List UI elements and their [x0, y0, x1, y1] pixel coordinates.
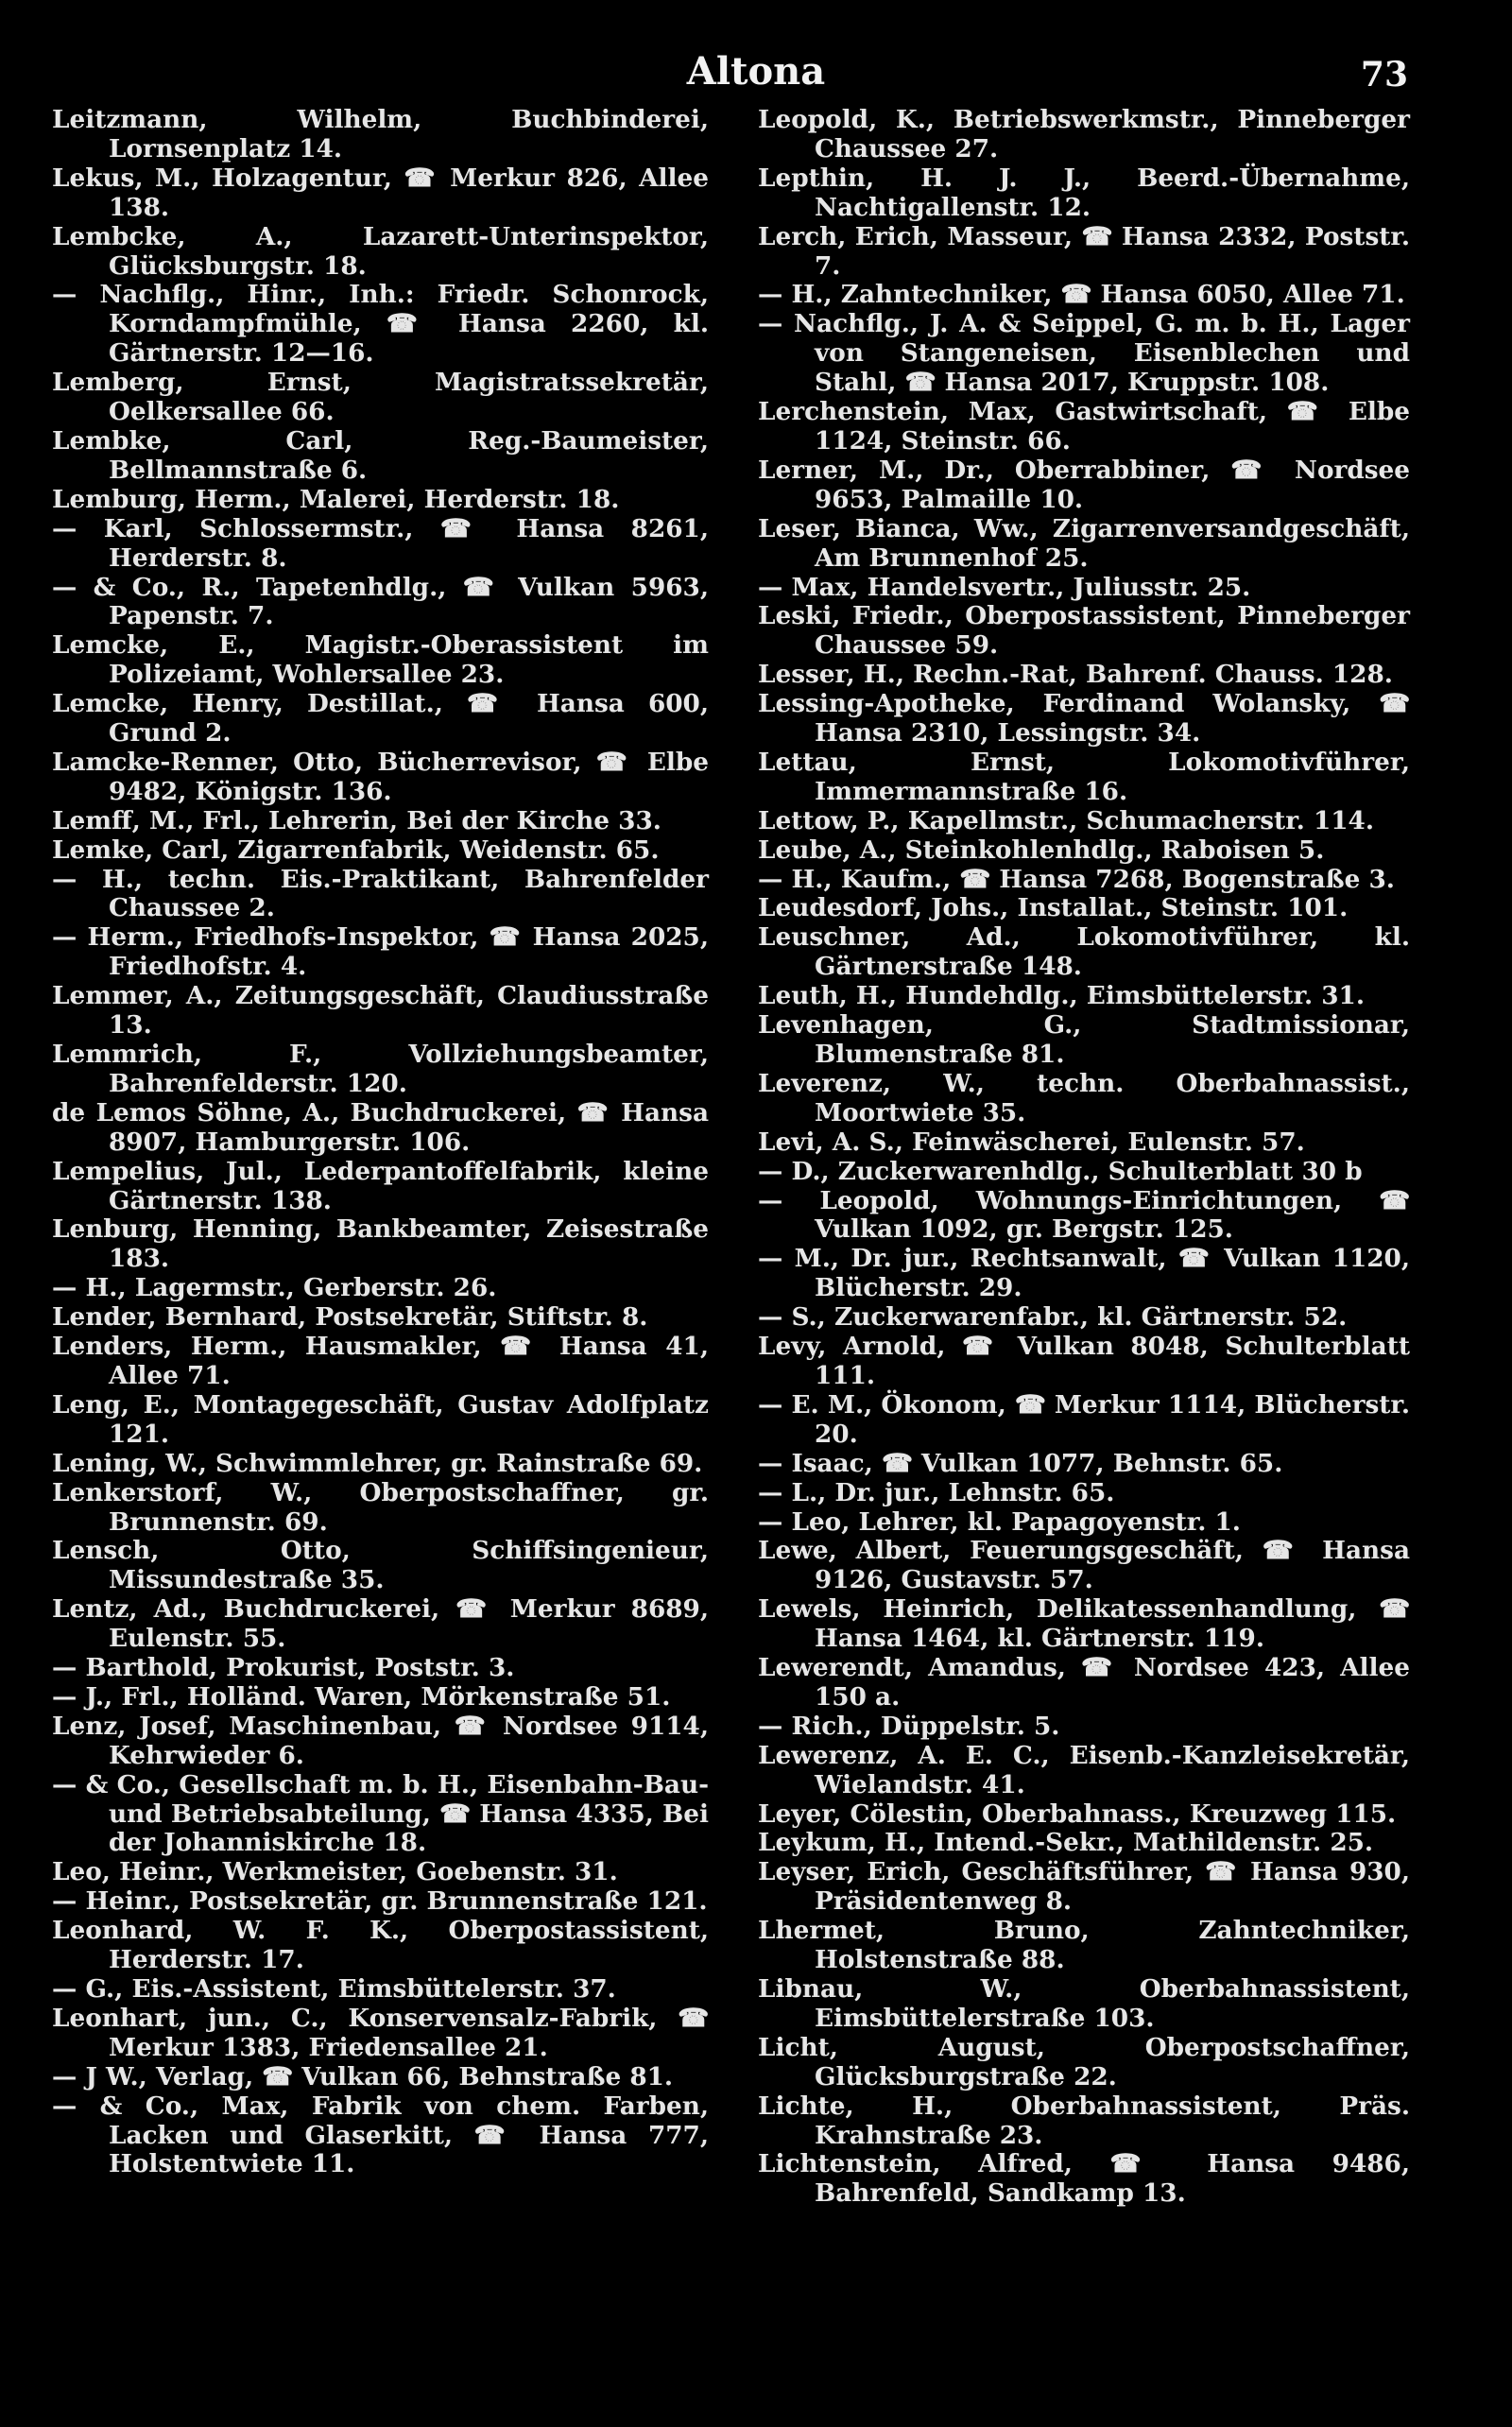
directory-entry: — H., Kaufm., ☎ Hansa 7268, Bogenstraße 3.	[758, 864, 1395, 894]
directory-entry: Lemcke, Henry, Destillat., ☎ Hansa 600, Grund 2.	[52, 689, 709, 749]
directory-entry: Lesser, H., Rechn.-Rat, Bahrenf. Chauss. 128.	[758, 660, 1393, 690]
directory-entry: Leonhart, jun., C., Konservensalz-Fabrik, ☎ Merkur 1383, Friedensallee 21.	[52, 2003, 709, 2062]
directory-entry: Lentz, Ad., Buchdruckerei, ☎ Merkur 8689, Eulenstr. 55.	[52, 1594, 709, 1654]
right-column	[758, 106, 1410, 2209]
directory-entry: Licht, August, Oberpostschaffner, Glücksburgstraße 22.	[758, 2032, 1410, 2091]
directory-entry: Leverenz, W., techn. Oberbahnassist., Moortwiete 35.	[758, 1068, 1410, 1127]
directory-entry: — S., Zuckerwarenfabr., kl. Gärtnerstr. 52.	[758, 1302, 1348, 1333]
directory-entry: — J W., Verlag, ☎ Vulkan 66, Behnstraße 81.	[52, 2061, 674, 2091]
directory-entry: Lerchenstein, Max, Gastwirtschaft, ☎ Elbe 1124, Steinstr. 66.	[758, 397, 1410, 456]
directory-entry: — Isaac, ☎ Vulkan 1077, Behnstr. 65.	[758, 1448, 1283, 1478]
directory-entry: — Leopold, Wohnungs-Einrichtungen, ☎ Vulkan 1092, gr. Bergstr. 125.	[758, 1185, 1410, 1245]
directory-entry: Leuth, H., Hundehdlg., Eimsbüttelerstr. 31.	[758, 981, 1366, 1011]
directory-entry: Leube, A., Steinkohlenhdlg., Raboisen 5.	[758, 835, 1325, 865]
directory-entry: — & Co., Max, Fabrik von chem. Farben, Lacken und Glaserkitt, ☎ Hansa 777, Holstentwiete 11.	[52, 2091, 709, 2179]
directory-entry: — H., Lagermstr., Gerberstr. 26.	[52, 1273, 497, 1303]
directory-entry: Lewerenz, A. E. C., Eisenb.-Kanzleisekretär, Wielandstr. 41.	[758, 1740, 1410, 1799]
directory-entry: — H., techn. Eis.-Praktikant, Bahrenfelder Chaussee 2.	[52, 864, 709, 923]
directory-entry: Lekus, M., Holzagentur, ☎ Merkur 826, Allee 138.	[52, 163, 709, 222]
directory-entry: Leng, E., Montagegeschäft, Gustav Adolfplatz 121.	[52, 1389, 709, 1449]
directory-entry: Libnau, W., Oberbahnassistent, Eimsbüttelerstraße 103.	[758, 1974, 1410, 2033]
directory-entry: Leykum, H., Intend.-Sekr., Mathildenstr. 25.	[758, 1828, 1374, 1858]
directory-entry: Lepthin, H. J. J., Beerd.-Übernahme, Nachtigallenstr. 12.	[758, 163, 1410, 222]
directory-entry: Lichte, H., Oberbahnassistent, Präs. Krahnstraße 23.	[758, 2091, 1410, 2150]
directory-entry: Lembcke, A., Lazarett-Unterinspektor, Glücksburgstr. 18.	[52, 221, 709, 281]
directory-entry: Lemff, M., Frl., Lehrerin, Bei der Kirche 33.	[52, 805, 662, 835]
directory-entry: — Heinr., Postsekretär, gr. Brunnenstraße 121.	[52, 1886, 708, 1917]
directory-entry: Leo, Heinr., Werkmeister, Goebenstr. 31.	[52, 1857, 618, 1887]
directory-entry: — E. M., Ökonom, ☎ Merkur 1114, Blücherstr. 20.	[758, 1389, 1410, 1449]
directory-entry: Lhermet, Bruno, Zahntechniker, Holstenstraße 88.	[758, 1916, 1410, 1975]
directory-entry: — L., Dr. jur., Lehnstr. 65.	[758, 1477, 1115, 1507]
directory-entry: Lening, W., Schwimmlehrer, gr. Rainstraße 69.	[52, 1448, 703, 1478]
directory-entry: Lewels, Heinrich, Delikatessenhandlung, ☎ Hansa 1464, kl. Gärtnerstr. 119.	[758, 1594, 1410, 1654]
directory-entry: Lemke, Carl, Zigarrenfabrik, Weidenstr. 65.	[52, 835, 660, 865]
directory-entry: Leyser, Erich, Geschäftsführer, ☎ Hansa 930, Präsidentenweg 8.	[758, 1857, 1410, 1917]
directory-entry: Leyer, Cölestin, Oberbahnass., Kreuzweg 115.	[758, 1799, 1397, 1829]
directory-entry: — Max, Handelsvertr., Juliusstr. 25.	[758, 572, 1251, 602]
directory-entry: Lewe, Albert, Feuerungsgeschäft, ☎ Hansa 9126, Gustavstr. 57.	[758, 1536, 1410, 1595]
directory-entry: Lenders, Herm., Hausmakler, ☎ Hansa 41, Allee 71.	[52, 1332, 709, 1390]
directory-entry: Lembke, Carl, Reg.-Baumeister, Bellmannstraße 6.	[52, 425, 709, 485]
page-number: 73	[1360, 55, 1408, 95]
directory-entry: Leski, Friedr., Oberpostassistent, Pinneberger Chaussee 59.	[758, 601, 1410, 661]
directory-entry: Leudesdorf, Johs., Installat., Steinstr. 101.	[758, 893, 1349, 923]
directory-entry: Levenhagen, G., Stadtmissionar, Blumenstraße 81.	[758, 1010, 1410, 1069]
directory-entry: — Nachflg., J. A. & Seippel, G. m. b. H., Lager von Stangeneisen, Eisenblechen und Stahl, ☎ Hansa 2017, Kruppstr. 108.	[758, 309, 1410, 398]
directory-entry: — J., Frl., Holländ. Waren, Mörkenstraße 51.	[52, 1681, 671, 1712]
directory-entry: Lamcke-Renner, Otto, Bücherrevisor, ☎ Elbe 9482, Königstr. 136.	[52, 747, 709, 806]
directory-entry: Lenkerstorf, W., Oberpostschaffner, gr. Brunnenstr. 69.	[52, 1477, 709, 1537]
left-column	[52, 106, 709, 2179]
directory-entry: Lenburg, Henning, Bankbeamter, Zeisestraße 183.	[52, 1214, 709, 1274]
directory-entry: Lettau, Ernst, Lokomotivführer, Immermannstraße 16.	[758, 747, 1410, 806]
directory-entry: Leuschner, Ad., Lokomotivführer, kl. Gärtnerstraße 148.	[758, 922, 1410, 982]
directory-entry: Lemburg, Herm., Malerei, Herderstr. 18.	[52, 484, 620, 514]
directory-entry: Lettow, P., Kapellmstr., Schumacherstr. 114.	[758, 805, 1374, 835]
page-title: Altona	[686, 49, 826, 94]
directory-entry: Lessing-Apotheke, Ferdinand Wolansky, ☎ Hansa 2310, Lessingstr. 34.	[758, 689, 1410, 749]
directory-entry: — D., Zuckerwarenhdlg., Schulterblatt 30 b	[758, 1156, 1363, 1186]
directory-entry: — G., Eis.-Assistent, Eimsbüttelerstr. 37.	[52, 1974, 616, 2004]
directory-entry: Lemberg, Ernst, Magistratssekretär, Oelkersallee 66.	[52, 368, 709, 427]
directory-entry: de Lemos Söhne, A., Buchdruckerei, ☎ Hansa 8907, Hamburgerstr. 106.	[52, 1097, 709, 1157]
directory-entry: Lemmer, A., Zeitungsgeschäft, Claudiusstraße 13.	[52, 981, 709, 1041]
directory-entry: — Herm., Friedhofs-Inspektor, ☎ Hansa 2025, Friedhofstr. 4.	[52, 922, 709, 982]
directory-entry: Lerch, Erich, Masseur, ☎ Hansa 2332, Poststr. 7.	[758, 221, 1410, 281]
directory-entry: Lewerendt, Amandus, ☎ Nordsee 423, Allee 150 a.	[758, 1653, 1410, 1712]
directory-entry: Lichtenstein, Alfred, ☎ Hansa 9486, Bahrenfeld, Sandkamp 13.	[758, 2149, 1410, 2209]
directory-entry: — & Co., R., Tapetenhdlg., ☎ Vulkan 5963, Papenstr. 7.	[52, 572, 709, 631]
directory-entry: Leser, Bianca, Ww., Zigarrenversandgeschäft, Am Brunnenhof 25.	[758, 513, 1410, 573]
directory-entry: — H., Zahntechniker, ☎ Hansa 6050, Allee 71.	[758, 280, 1405, 310]
directory-entry: Lemcke, E., Magistr.-Oberassistent im Polizeiamt, Wohlersallee 23.	[52, 630, 709, 690]
directory-entry: Lempelius, Jul., Lederpantoffelfabrik, kleine Gärtnerstr. 138.	[52, 1156, 709, 1215]
directory-entry: — Leo, Lehrer, kl. Papagoyenstr. 1.	[758, 1506, 1241, 1537]
directory-entry: Levi, A. S., Feinwäscherei, Eulenstr. 57.	[758, 1127, 1305, 1157]
directory-entry: — M., Dr. jur., Rechtsanwalt, ☎ Vulkan 1120, Blücherstr. 29.	[758, 1244, 1410, 1303]
directory-entry: — Nachflg., Hinr., Inh.: Friedr. Schonrock, Korndampfmühle, ☎ Hansa 2260, kl. Gärtnerstr. 12—16.	[52, 280, 709, 369]
directory-entry: Leonhard, W. F. K., Oberpostassistent, Herderstr. 17.	[52, 1916, 709, 1975]
directory-entry: Lender, Bernhard, Postsekretär, Stiftstr. 8.	[52, 1302, 648, 1333]
directory-entry: Lensch, Otto, Schiffsingenieur, Missundestraße 35.	[52, 1536, 709, 1595]
directory-entry: Lenz, Josef, Maschinenbau, ☎ Nordsee 9114, Kehrwieder 6.	[52, 1711, 709, 1770]
directory-entry: Lerner, M., Dr., Oberrabbiner, ☎ Nordsee 9653, Palmaille 10.	[758, 455, 1410, 514]
directory-entry: Leopold, K., Betriebswerkmstr., Pinneberger Chaussee 27.	[758, 105, 1410, 164]
directory-entry: Lemmrich, F., Vollziehungsbeamter, Bahrenfelderstr. 120.	[52, 1040, 709, 1098]
directory-entry: Leitzmann, Wilhelm, Buchbinderei, Lornsenplatz 14.	[52, 105, 709, 164]
directory-entry: — Rich., Düppelstr. 5.	[758, 1711, 1060, 1741]
directory-entry: — & Co., Gesellschaft m. b. H., Eisenbahn-Bau- und Betriebsabteilung, ☎ Hansa 4335, Bei der Johanniskirche 18.	[52, 1769, 709, 1858]
directory-entry: Levy, Arnold, ☎ Vulkan 8048, Schulterblatt 111.	[758, 1332, 1410, 1390]
directory-entry: — Karl, Schlossermstr., ☎ Hansa 8261, Herderstr. 8.	[52, 513, 709, 573]
directory-entry: — Barthold, Prokurist, Poststr. 3.	[52, 1653, 515, 1683]
